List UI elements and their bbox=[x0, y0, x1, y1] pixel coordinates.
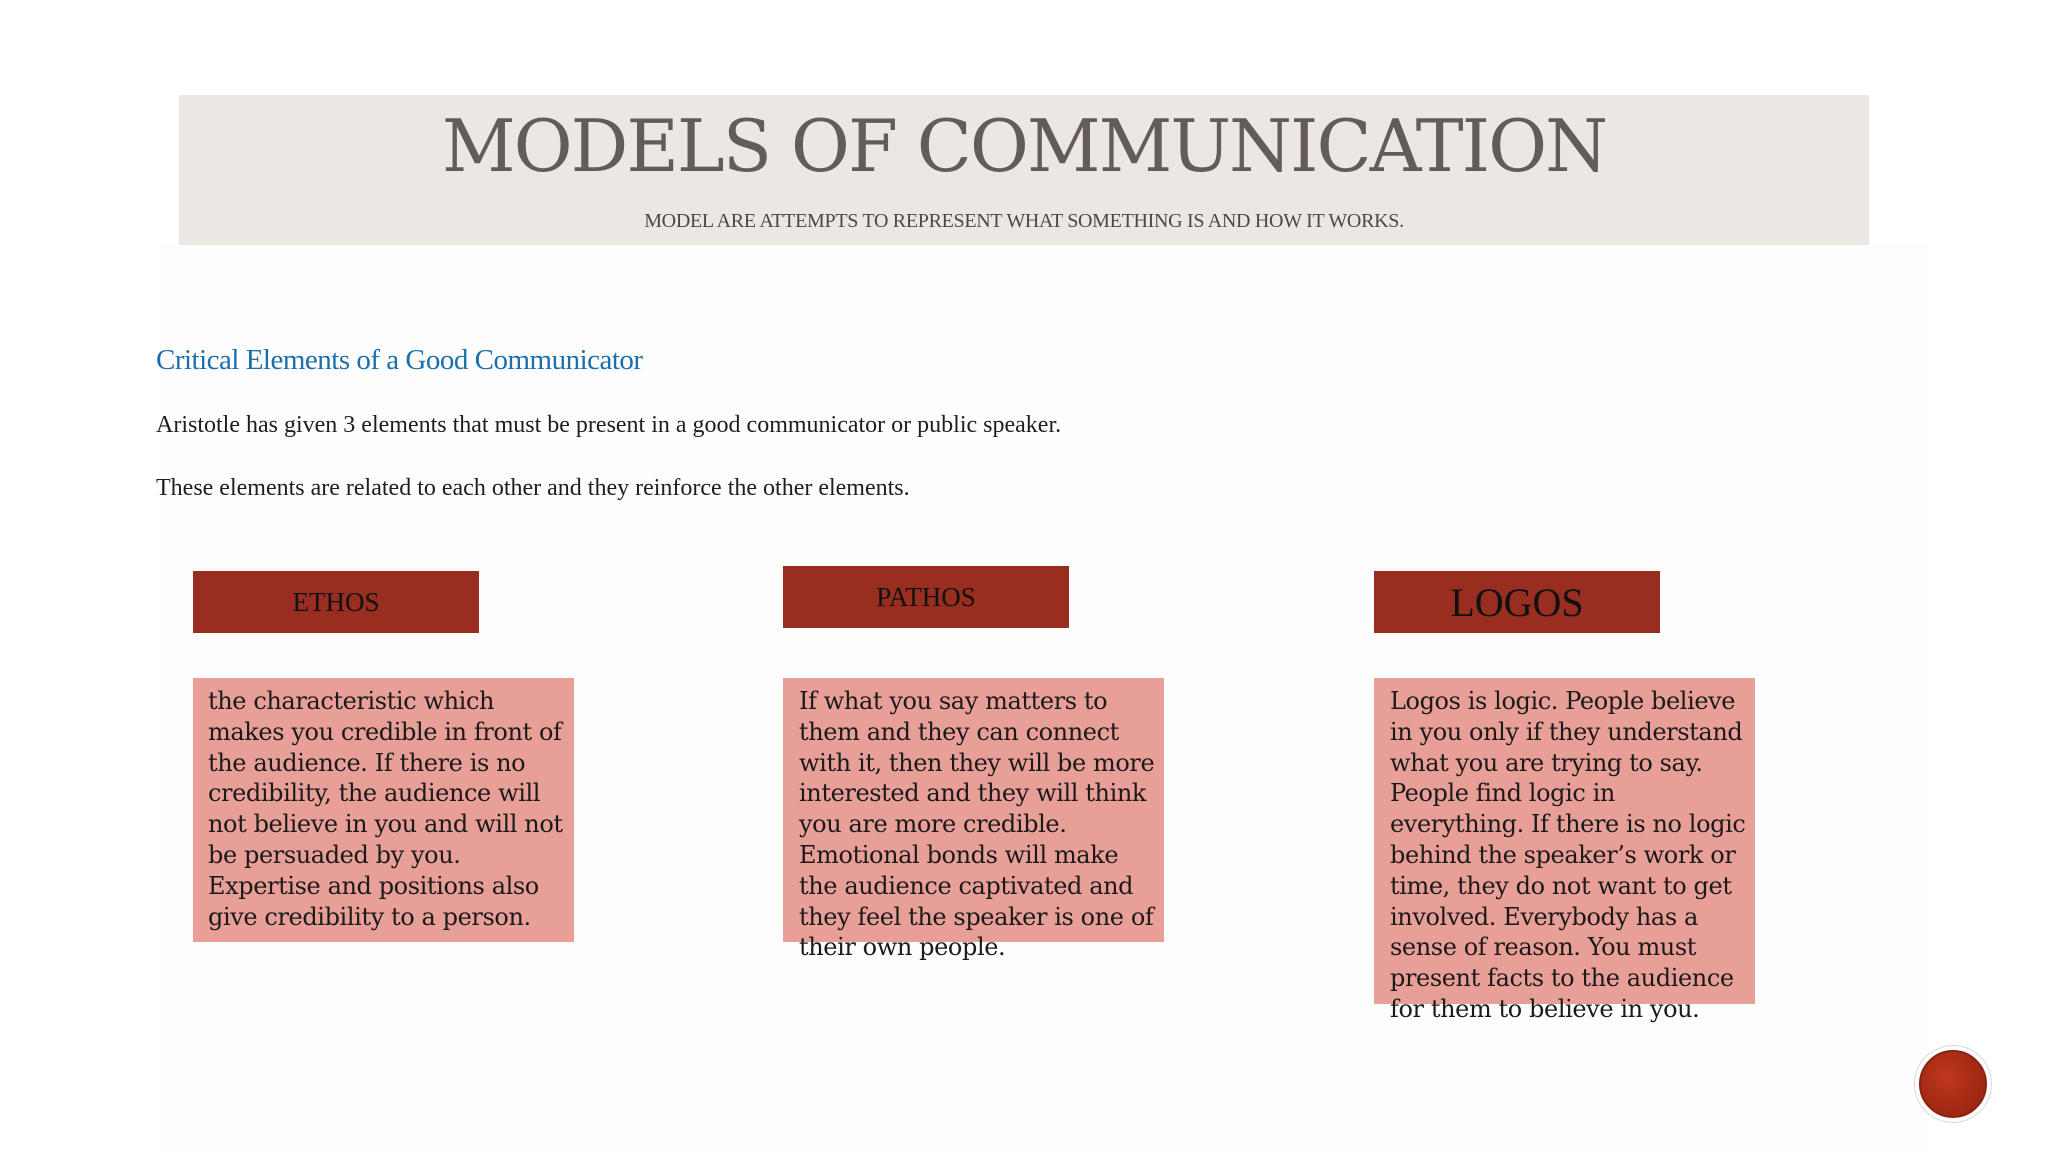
slide-title: MODELS OF COMMUNICATION bbox=[441, 104, 1607, 188]
logos-label-box bbox=[1374, 571, 1660, 633]
pathos-label: PATHOS bbox=[876, 581, 976, 612]
slide-nav-button[interactable] bbox=[1915, 1046, 1991, 1122]
ethos-label: ETHOS bbox=[292, 586, 380, 617]
relation-paragraph: These elements are related to each other and they reinforce the other elements. bbox=[156, 475, 910, 501]
slide-subtitle: MODEL ARE ATTEMPTS TO REPRESENT WHAT SOMETHING IS AND HOW IT WORKS. bbox=[644, 210, 1404, 232]
title-band bbox=[179, 95, 1869, 245]
ethos-description: the characteristic which makes you credible in front of the audience. If there is no credibility, the audience will not believe in you and will not be persuaded by you. Expertise and positions also give credibility to a person. bbox=[208, 687, 563, 931]
intro-paragraph: Aristotle has given 3 elements that must be present in a good communicator or public speaker. bbox=[156, 412, 1062, 438]
ethos-label-box bbox=[193, 571, 479, 633]
logos-description: Logos is logic. People believe in you only if they understand what you are trying to say. People find logic in everything. If there is no logic behind the speaker’s work or time, they do not want to get involved. Everybody has a sense of reason. You must present facts to the audience for them to believe in you. bbox=[1390, 687, 1746, 1023]
section-heading: Critical Elements of a Good Communicator bbox=[156, 344, 643, 376]
pathos-description: If what you say matters to them and they can connect with it, then they will be more interested and they will think you are more credible. Emotional bonds will make the audience captivated and they feel the speaker is one of their own people. bbox=[799, 687, 1155, 962]
logos-label: LOGOS bbox=[1450, 579, 1584, 625]
circle-button-icon bbox=[1919, 1050, 1987, 1118]
pathos-label-box bbox=[783, 566, 1069, 628]
